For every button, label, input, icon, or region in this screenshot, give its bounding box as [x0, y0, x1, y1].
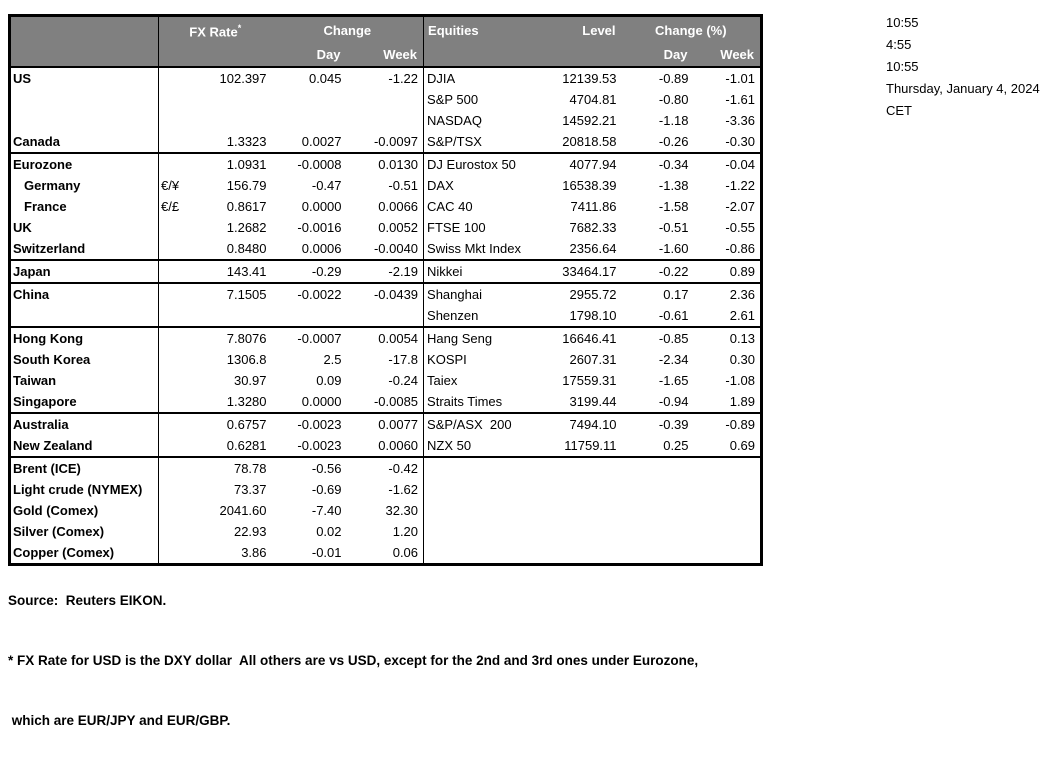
equity-level-cell: 16646.41 — [537, 327, 622, 349]
equity-level-cell: 3199.44 — [569, 394, 617, 410]
fx-rate-cell: 7.8076 — [187, 327, 272, 349]
currency-pair-cell — [159, 217, 187, 238]
equity-level-cell: 33464.17 — [537, 260, 622, 283]
corner-header-cell — [10, 16, 159, 44]
country-cell: Hong Kong — [10, 327, 159, 349]
equity-day-change-cell: 0.17 — [622, 283, 694, 305]
empty-header-cell — [537, 43, 622, 67]
fx-week-change-cell: 0.0054 — [347, 327, 424, 349]
fx-rate-header: FX Rate* — [159, 16, 272, 44]
equity-week-change-cell: -1.08 — [725, 373, 756, 389]
fx-day-change-cell: 0.0000 — [301, 394, 342, 410]
fx-day-change-cell: -0.56 — [272, 457, 347, 479]
equity-level-cell: 2607.31 — [569, 352, 617, 368]
fx-week-change-cell: -0.0439 — [347, 283, 424, 305]
equity-day-change-cell: -1.38 — [658, 178, 689, 194]
currency-pair-cell — [159, 283, 187, 305]
fx-week-change-cell: 0.0130 — [347, 153, 424, 175]
equity-day-change-cell: -0.34 — [622, 153, 694, 175]
country-cell: Switzerland — [10, 238, 159, 260]
currency-pair-cell — [159, 238, 187, 260]
fx-rate-cell: 3.86 — [241, 545, 267, 561]
footnotes — [8, 551, 828, 771]
fx-week-change-cell: 0.0052 — [378, 220, 419, 236]
equity-week-change-cell: -0.89 — [694, 413, 762, 435]
fx-rate-cell: 0.8480 — [226, 241, 267, 257]
equity-level-cell: 11759.11 — [564, 438, 617, 454]
equity-day-change-cell: -0.26 — [658, 134, 689, 150]
equity-week-change-cell: -1.01 — [725, 71, 756, 87]
equity-week-change-cell: -1.61 — [725, 92, 756, 108]
equity-name-cell — [424, 457, 537, 479]
equity-week-change-cell: 1.89 — [729, 394, 756, 410]
fx-rate-footnote-marker: * — [237, 23, 242, 33]
table-row — [10, 370, 762, 391]
currency-pair-cell — [159, 370, 187, 391]
equity-day-change-cell: -0.61 — [658, 308, 689, 324]
country-cell: Canada — [10, 131, 159, 153]
fx-week-change-cell: -0.0040 — [373, 241, 419, 257]
table-row — [10, 457, 762, 479]
equity-name-cell: Nikkei — [424, 260, 537, 283]
fx-week-change-cell: -0.24 — [388, 373, 419, 389]
equity-name-cell: CAC 40 — [424, 196, 537, 217]
fx-day-change-cell: -0.29 — [272, 260, 347, 283]
fx-rate-cell: 0.6757 — [187, 413, 272, 435]
equity-level-cell: 12139.53 — [562, 71, 617, 87]
equity-name-cell: Shenzen — [424, 305, 537, 327]
equity-week-change-cell: -1.22 — [725, 178, 756, 194]
market-data-table — [8, 14, 763, 566]
empty-header-cell — [10, 43, 159, 67]
equity-name-cell: DJIA — [424, 67, 537, 89]
timestamp-line: 10:55 — [886, 59, 919, 74]
fx-week-change-cell — [347, 89, 424, 110]
fx-day-change-cell: 0.09 — [316, 373, 342, 389]
fx-week-change-cell: -0.42 — [347, 457, 424, 479]
fx-week-change-cell: 0.06 — [392, 545, 419, 561]
table-body — [10, 67, 762, 565]
equity-day-change-cell: -1.65 — [658, 373, 689, 389]
equity-level-cell: 1798.10 — [569, 308, 617, 324]
fx-day-change-cell — [272, 305, 347, 327]
timestamp-panel — [886, 12, 1040, 122]
currency-pair-cell — [159, 327, 187, 349]
fx-rate-cell: 143.41 — [187, 260, 272, 283]
currency-pair-cell — [159, 131, 187, 153]
currency-pair-cell — [159, 260, 187, 283]
fx-note-line1: * FX Rate for USD is the DXY dollar All others are vs USD, except for the 2nd and 3rd ones under Eurozone, — [8, 653, 699, 668]
empty-header-cell — [187, 43, 272, 67]
fx-week-change-cell — [347, 305, 424, 327]
country-cell: UK — [10, 217, 159, 238]
table-row — [10, 327, 762, 349]
currency-pair-cell — [159, 305, 187, 327]
table-row — [10, 196, 762, 217]
equity-name-cell: S&P 500 — [424, 89, 537, 110]
market-data-table-wrap — [8, 14, 763, 566]
currency-pair-cell — [159, 67, 187, 89]
table-row — [10, 500, 762, 521]
equity-day-change-cell: -0.80 — [658, 92, 689, 108]
fx-week-header: Week — [347, 43, 424, 67]
country-cell: Japan — [10, 260, 159, 283]
fx-rate-cell — [187, 89, 272, 110]
table-row — [10, 305, 762, 327]
currency-pair-cell — [159, 391, 187, 413]
equity-change-pct-header: Change (%) — [622, 16, 762, 44]
equity-day-change-cell: -0.51 — [658, 220, 689, 236]
country-cell: New Zealand — [10, 435, 159, 457]
currency-pair-cell: €/¥ — [161, 178, 180, 194]
equity-level-cell: 7411.86 — [570, 199, 617, 215]
equity-day-change-cell: -2.34 — [658, 352, 689, 368]
currency-pair-cell — [159, 110, 187, 131]
equity-level-cell: 2356.64 — [569, 241, 617, 257]
equity-level-cell: 4704.81 — [569, 92, 617, 108]
country-cell: Eurozone — [10, 153, 159, 175]
fx-day-change-cell: 0.0006 — [301, 241, 342, 257]
fx-week-change-cell: -1.62 — [388, 482, 419, 498]
fx-rate-cell: 30.97 — [233, 373, 267, 389]
equity-day-change-cell: -0.89 — [658, 71, 689, 87]
timestamp-line: Thursday, January 4, 2024 — [886, 81, 1040, 96]
equity-level-cell: 2955.72 — [537, 283, 622, 305]
fx-change-header: Change — [272, 16, 424, 44]
table-row — [10, 479, 762, 500]
fx-day-change-cell: -0.69 — [311, 482, 342, 498]
country-cell: Brent (ICE) — [10, 457, 159, 479]
fx-rate-cell: 1.2682 — [226, 220, 267, 236]
fx-day-change-cell — [272, 89, 347, 110]
fx-rate-cell: 22.93 — [233, 524, 267, 540]
table-row — [10, 260, 762, 283]
equity-level-cell — [537, 500, 622, 521]
fx-day-change-cell: -0.0016 — [297, 220, 342, 236]
table-row — [10, 521, 762, 542]
equity-week-change-cell: -0.55 — [725, 220, 756, 236]
equity-week-change-cell — [694, 500, 762, 521]
country-cell: Germany — [10, 175, 159, 196]
equity-level-cell: 16538.39 — [562, 178, 617, 194]
equity-name-cell: Swiss Mkt Index — [424, 238, 537, 260]
table-row — [10, 238, 762, 260]
equity-level-cell: 7494.10 — [537, 413, 622, 435]
equity-week-change-cell: -3.36 — [725, 113, 756, 129]
equity-day-change-cell — [622, 521, 694, 542]
table-row — [10, 153, 762, 175]
fx-day-change-cell: -0.01 — [311, 545, 342, 561]
timestamp-line: 4:55 — [886, 37, 912, 52]
equity-name-cell: Hang Seng — [424, 327, 537, 349]
fx-week-change-cell: 0.0066 — [378, 199, 419, 215]
equity-day-change-cell — [622, 479, 694, 500]
fx-day-change-cell: 2.5 — [323, 352, 342, 368]
fx-rate-cell: 73.37 — [233, 482, 267, 498]
equity-day-header: Day — [622, 43, 694, 67]
country-cell: Copper (Comex) — [10, 542, 159, 565]
fx-rate-cell: 156.79 — [226, 178, 267, 194]
equity-level-cell — [537, 479, 622, 500]
fx-week-change-cell — [347, 110, 424, 131]
equity-level-cell: 4077.94 — [537, 153, 622, 175]
fx-rate-cell — [187, 305, 272, 327]
fx-rate-cell: 2041.60 — [219, 503, 267, 519]
fx-rate-cell: 0.6281 — [226, 438, 267, 454]
country-cell — [10, 110, 159, 131]
fx-day-change-cell: -0.0023 — [297, 438, 342, 454]
country-cell: South Korea — [10, 349, 159, 370]
country-cell: France — [10, 196, 159, 217]
timestamp-line: CET — [886, 103, 912, 118]
equity-name-cell: Taiex — [424, 370, 537, 391]
level-header: Level — [537, 16, 622, 44]
equity-name-cell: S&P/ASX 200 — [424, 413, 537, 435]
equity-week-change-cell: -2.07 — [725, 199, 756, 215]
fx-week-change-cell: -0.51 — [388, 178, 419, 194]
equity-name-cell — [424, 521, 537, 542]
country-cell: Gold (Comex) — [10, 500, 159, 521]
equity-day-change-cell: -0.94 — [658, 394, 689, 410]
country-cell: Singapore — [10, 391, 159, 413]
equity-week-change-cell: 0.89 — [694, 260, 762, 283]
equity-day-change-cell: -1.58 — [658, 199, 689, 215]
equity-name-cell: KOSPI — [424, 349, 537, 370]
fx-rate-cell: 1.3280 — [226, 394, 267, 410]
fx-week-change-cell: 0.0077 — [347, 413, 424, 435]
fx-week-change-cell: -0.0097 — [373, 134, 419, 150]
equity-day-change-cell: 0.25 — [663, 438, 689, 454]
source-note: Source: Reuters EIKON. — [8, 593, 167, 608]
equity-week-change-cell: 0.30 — [729, 352, 756, 368]
country-cell — [10, 89, 159, 110]
equity-week-change-cell: -0.04 — [694, 153, 762, 175]
table-row — [10, 110, 762, 131]
currency-pair-cell: €/£ — [161, 199, 180, 215]
equity-name-cell: NASDAQ — [424, 110, 537, 131]
table-row — [10, 283, 762, 305]
equity-level-cell: 14592.21 — [562, 113, 617, 129]
currency-pair-cell — [159, 349, 187, 370]
equity-day-change-cell — [622, 457, 694, 479]
fx-week-change-cell: 32.30 — [385, 503, 419, 519]
fx-rate-cell: 1.3323 — [226, 134, 267, 150]
equity-week-header: Week — [694, 43, 762, 67]
table-row — [10, 435, 762, 457]
fx-day-change-cell: 0.0000 — [301, 199, 342, 215]
table-row — [10, 131, 762, 153]
equity-week-change-cell — [694, 457, 762, 479]
currency-pair-cell — [159, 89, 187, 110]
table-header — [10, 16, 762, 68]
fx-week-change-cell: -17.8 — [388, 352, 419, 368]
equity-name-cell: FTSE 100 — [424, 217, 537, 238]
currency-pair-cell — [159, 500, 187, 521]
equity-name-cell: Straits Times — [424, 391, 537, 413]
fx-rate-cell: 1.0931 — [187, 153, 272, 175]
fx-rate-cell: 1306.8 — [226, 352, 267, 368]
empty-header-cell — [424, 43, 537, 67]
fx-day-change-cell: -7.40 — [311, 503, 342, 519]
table-row — [10, 391, 762, 413]
country-cell — [10, 305, 159, 327]
country-cell: Silver (Comex) — [10, 521, 159, 542]
table-row — [10, 413, 762, 435]
currency-pair-cell — [159, 435, 187, 457]
fx-day-change-cell: 0.02 — [316, 524, 342, 540]
equity-week-change-cell: 2.61 — [729, 308, 756, 324]
fx-week-change-cell: 0.0060 — [378, 438, 419, 454]
fx-note-line2: which are EUR/JPY and EUR/GBP. — [8, 713, 231, 728]
equity-day-change-cell: -0.85 — [622, 327, 694, 349]
equity-week-change-cell: -0.30 — [725, 134, 756, 150]
currency-pair-cell — [159, 479, 187, 500]
equity-name-cell: NZX 50 — [424, 435, 537, 457]
equity-name-cell — [424, 479, 537, 500]
fx-rate-cell: 7.1505 — [187, 283, 272, 305]
fx-day-change-cell: -0.0022 — [272, 283, 347, 305]
equity-level-cell — [537, 457, 622, 479]
fx-rate-cell: 102.397 — [219, 71, 267, 87]
table-row — [10, 217, 762, 238]
fx-rate-cell — [187, 110, 272, 131]
country-cell: Australia — [10, 413, 159, 435]
fx-day-change-cell: -0.0008 — [272, 153, 347, 175]
equity-week-change-cell: 0.13 — [694, 327, 762, 349]
equity-name-cell — [424, 500, 537, 521]
equity-day-change-cell: -1.18 — [658, 113, 689, 129]
fx-day-change-cell: 0.045 — [308, 71, 342, 87]
currency-pair-cell — [159, 457, 187, 479]
country-cell: Taiwan — [10, 370, 159, 391]
equity-level-cell: 17559.31 — [562, 373, 617, 389]
fx-rate-cell: 0.8617 — [226, 199, 267, 215]
equity-name-cell: DAX — [424, 175, 537, 196]
country-cell: US — [10, 67, 159, 89]
timestamp-line: 10:55 — [886, 15, 919, 30]
equity-name-cell: Shanghai — [424, 283, 537, 305]
equity-name-cell: S&P/TSX — [424, 131, 537, 153]
equity-week-change-cell: -0.86 — [725, 241, 756, 257]
equity-level-cell: 20818.58 — [562, 134, 617, 150]
fx-rate-cell: 78.78 — [187, 457, 272, 479]
currency-pair-cell — [159, 153, 187, 175]
table-row — [10, 67, 762, 89]
table-row — [10, 349, 762, 370]
fx-week-change-cell: -1.22 — [388, 71, 419, 87]
equities-header: Equities — [424, 16, 537, 44]
fx-day-header: Day — [272, 43, 347, 67]
fx-day-change-cell: -0.0007 — [272, 327, 347, 349]
equity-week-change-cell — [694, 479, 762, 500]
fx-week-change-cell: 1.20 — [392, 524, 419, 540]
equity-name-cell: DJ Eurostox 50 — [424, 153, 537, 175]
equity-day-change-cell: -0.22 — [622, 260, 694, 283]
equity-day-change-cell: -0.39 — [622, 413, 694, 435]
currency-pair-cell — [159, 413, 187, 435]
fx-week-change-cell: -2.19 — [347, 260, 424, 283]
fx-day-change-cell: 0.0027 — [301, 134, 342, 150]
equity-week-change-cell: 0.69 — [729, 438, 756, 454]
equity-week-change-cell: 2.36 — [694, 283, 762, 305]
equity-level-cell: 7682.33 — [569, 220, 617, 236]
equity-day-change-cell — [622, 500, 694, 521]
country-cell: China — [10, 283, 159, 305]
empty-header-cell — [159, 43, 187, 67]
currency-pair-cell — [159, 521, 187, 542]
fx-week-change-cell: -0.0085 — [373, 394, 419, 410]
table-row — [10, 89, 762, 110]
table-row — [10, 175, 762, 196]
fx-day-change-cell — [272, 110, 347, 131]
equity-week-change-cell — [694, 521, 762, 542]
equity-level-cell — [537, 521, 622, 542]
equity-day-change-cell: -1.60 — [658, 241, 689, 257]
country-cell: Light crude (NYMEX) — [10, 479, 159, 500]
fx-day-change-cell: -0.0023 — [272, 413, 347, 435]
fx-day-change-cell: -0.47 — [311, 178, 342, 194]
